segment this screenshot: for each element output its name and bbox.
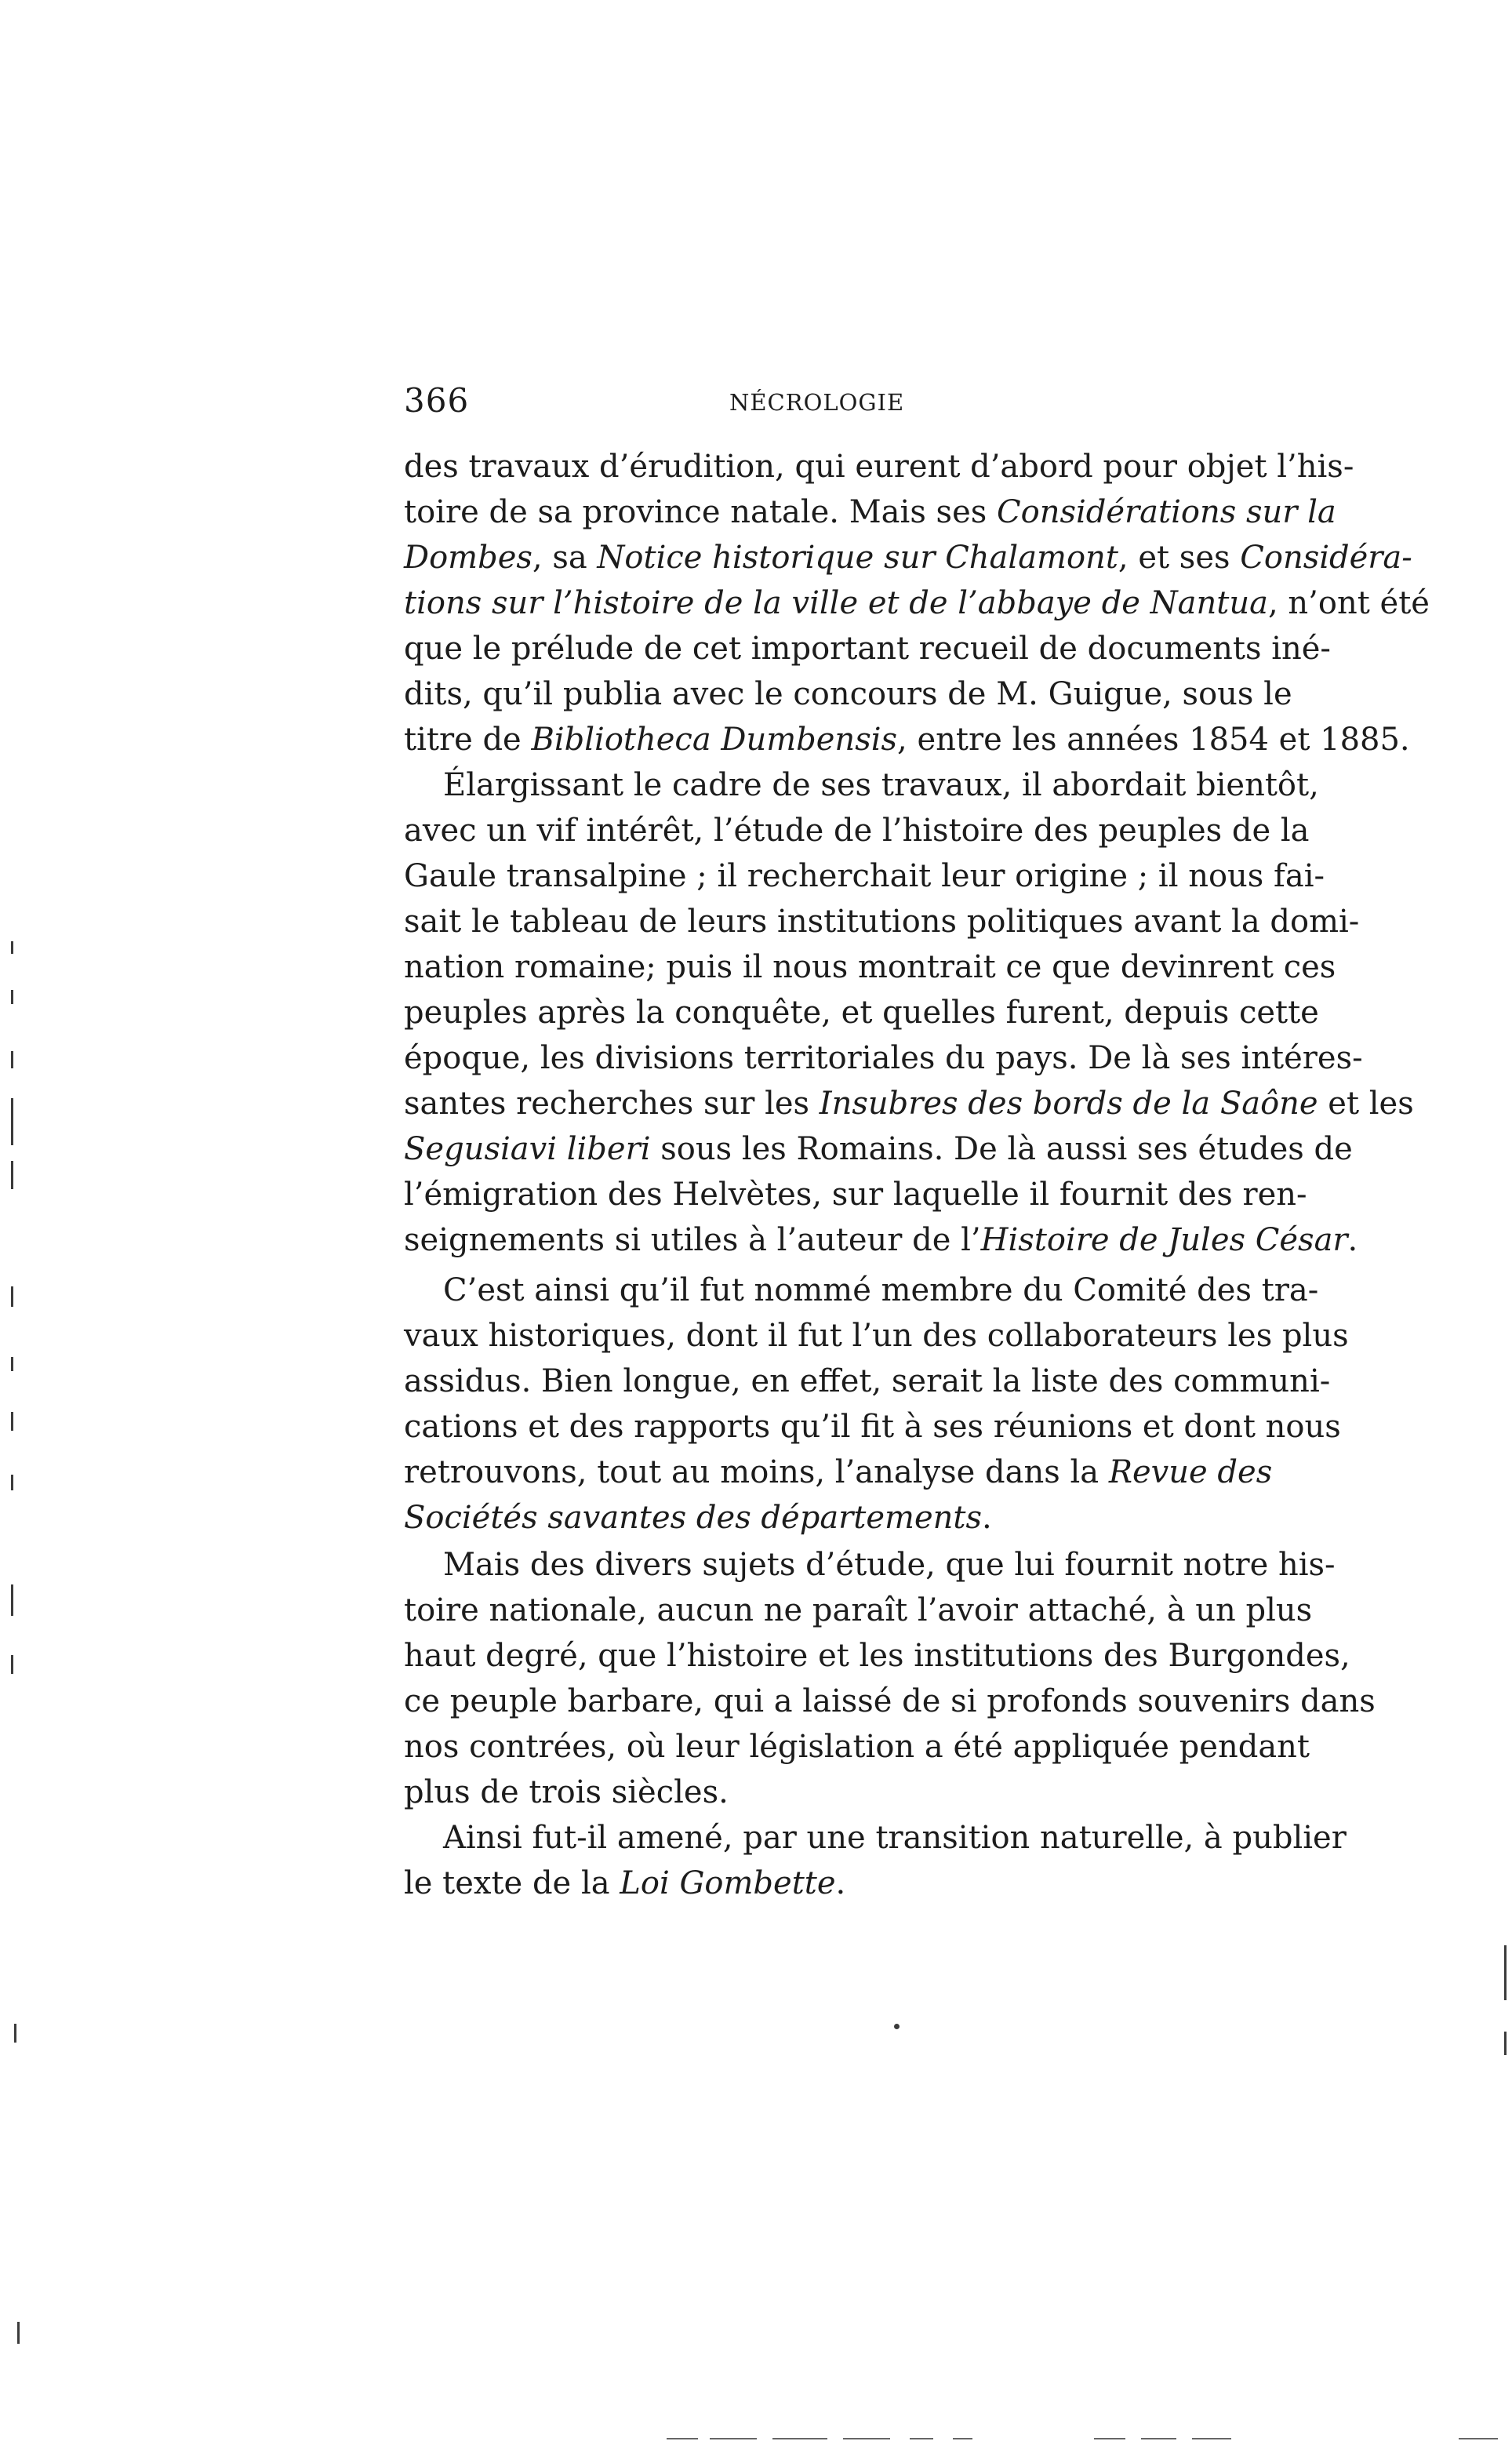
text-line: des travaux d’érudition, qui eurent d’abord pour objet l’his-: [404, 449, 1354, 485]
margin-speck: [1504, 2032, 1507, 2055]
text-line: l’émigration des Helvètes, sur laquelle il fournit des ren-: [404, 1177, 1307, 1213]
margin-speck: [11, 1357, 13, 1371]
text-line: Segusiavi liberi sous les Romains. De là aussi ses études de: [404, 1131, 1353, 1167]
margin-speck: [11, 1286, 13, 1307]
margin-speck: [11, 1161, 13, 1189]
text-line: Dombes, sa Notice historique sur Chalamont, et ses Considéra-: [404, 540, 1412, 576]
text-line: nation romaine; puis il nous montrait ce que devinrent ces: [404, 949, 1336, 985]
margin-speck: [11, 1655, 13, 1674]
margin-speck: [11, 1412, 13, 1431]
margin-speck: [11, 941, 13, 954]
text-line: sait le tableau de leurs institutions politiques avant la domi-: [404, 904, 1360, 940]
bottom-rule-dash: [910, 2438, 933, 2439]
bottom-rule-dash: [1094, 2438, 1125, 2439]
text-line: titre de Bibliotheca Dumbensis, entre les années 1854 et 1885.: [404, 722, 1410, 758]
margin-speck: [11, 1098, 13, 1145]
text-line: Ainsi fut-il amené, par une transition naturelle, à publier: [443, 1820, 1347, 1856]
bottom-rule-dash: [772, 2438, 827, 2439]
page-number: 366: [404, 381, 470, 420]
text-line: haut degré, que l’histoire et les institutions des Burgondes,: [404, 1638, 1350, 1674]
bottom-rule-dash: [1459, 2438, 1498, 2439]
bottom-rule-dash: [710, 2438, 757, 2439]
text-line: que le prélude de cet important recueil de documents iné-: [404, 631, 1331, 667]
text-line: assidus. Bien longue, en effet, serait la liste des communi-: [404, 1363, 1331, 1399]
margin-speck: [17, 2322, 20, 2344]
bottom-rule-dash: [1141, 2438, 1176, 2439]
text-line: peuples après la conquête, et quelles furent, depuis cette: [404, 995, 1319, 1031]
margin-speck: [11, 1051, 13, 1068]
ink-dot: [894, 2024, 900, 2029]
text-line: toire nationale, aucun ne paraît l’avoir attaché, à un plus: [404, 1592, 1313, 1628]
text-line: santes recherches sur les Insubres des bords de la Saône et les: [404, 1086, 1414, 1122]
bottom-rule-dash: [1192, 2438, 1231, 2439]
bottom-rule-dash: [843, 2438, 890, 2439]
text-line: le texte de la Loi Gombette.: [404, 1865, 846, 1901]
text-line: Sociétés savantes des départements.: [404, 1500, 992, 1536]
page-header: [404, 375, 1251, 430]
running-head: NÉCROLOGIE: [729, 389, 905, 416]
margin-speck: [1504, 1945, 1507, 2000]
text-line: Élargissant le cadre de ses travaux, il abordait bientôt,: [443, 767, 1319, 803]
text-line: avec un vif intérêt, l’étude de l’histoire des peuples de la: [404, 813, 1310, 849]
text-line: cations et des rapports qu’il fit à ses réunions et dont nous: [404, 1409, 1341, 1445]
margin-speck: [11, 1475, 13, 1490]
text-line: Gaule transalpine ; il recherchait leur origine ; il nous fai-: [404, 858, 1325, 894]
text-line: époque, les divisions territoriales du pays. De là ses intéres-: [404, 1040, 1363, 1076]
text-line: tions sur l’histoire de la ville et de l’abbaye de Nantua, n’ont été: [404, 585, 1430, 621]
margin-speck: [14, 2024, 16, 2043]
text-line: vaux historiques, dont il fut l’un des collaborateurs les plus: [404, 1318, 1349, 1354]
margin-speck: [11, 1584, 13, 1616]
bottom-rule-dash: [953, 2438, 972, 2439]
text-line: ce peuple barbare, qui a laissé de si profonds souvenirs dans: [404, 1683, 1376, 1719]
text-line: C’est ainsi qu’il fut nommé membre du Comité des tra-: [443, 1272, 1319, 1308]
text-line: Mais des divers sujets d’étude, que lui fournit notre his-: [443, 1547, 1336, 1583]
margin-speck: [11, 990, 13, 1004]
text-line: dits, qu’il publia avec le concours de M. Guigue, sous le: [404, 676, 1292, 712]
bottom-rule-dash: [667, 2438, 698, 2439]
text-line: toire de sa province natale. Mais ses Considérations sur la: [404, 494, 1336, 530]
text-line: seignements si utiles à l’auteur de l’Histoire de Jules César.: [404, 1222, 1358, 1258]
text-line: retrouvons, tout au moins, l’analyse dans la Revue des: [404, 1454, 1273, 1490]
text-line: nos contrées, où leur législation a été appliquée pendant: [404, 1729, 1310, 1765]
text-line: plus de trois siècles.: [404, 1774, 729, 1810]
